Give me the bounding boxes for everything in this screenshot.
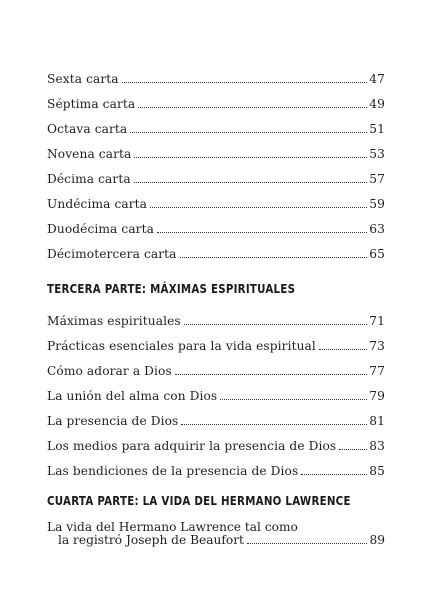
- toc-entry-title-line1: La vida del Hermano Lawrence tal como: [47, 520, 298, 534]
- toc-entry: [47, 243, 385, 261]
- toc-entry: [47, 193, 385, 211]
- toc-entry-title: Duodécima carta: [47, 222, 154, 236]
- toc-entry-page: 83: [369, 439, 385, 453]
- leader-dots: [150, 206, 367, 208]
- leader-dots: [122, 81, 368, 83]
- toc-entry-title: Sexta carta: [47, 72, 119, 86]
- toc-entry-page: 53: [369, 147, 385, 161]
- toc-entry-title: Séptima carta: [47, 97, 136, 111]
- toc-entry: [47, 118, 385, 136]
- leader-dots: [319, 348, 367, 350]
- toc-entry-page: 47: [369, 72, 385, 86]
- leader-dots: [247, 542, 368, 544]
- section-heading-tercera-parte: TERCERA PARTE: MÁXIMAS ESPIRITUALES: [47, 281, 296, 296]
- toc-entry: [47, 385, 385, 403]
- toc-entry-page: 51: [369, 122, 385, 136]
- toc-entry: [47, 335, 385, 353]
- toc-entry-page: 71: [369, 314, 385, 328]
- toc-entry: [47, 435, 385, 453]
- toc-entry-page: 73: [369, 339, 385, 353]
- toc-entry: [47, 460, 385, 478]
- toc-entry-page: 65: [369, 247, 385, 261]
- toc-entry-title: Las bendiciones de la presencia de Dios: [47, 464, 299, 478]
- toc-entry-page: 89: [369, 533, 385, 547]
- toc-entry-page: 85: [369, 464, 385, 478]
- leader-dots: [184, 323, 368, 325]
- toc-entry-title: Cómo adorar a Dios: [47, 364, 172, 378]
- leader-dots: [130, 131, 367, 133]
- leader-dots: [301, 473, 367, 475]
- toc-entry: [47, 68, 385, 86]
- leader-dots: [157, 231, 367, 233]
- leader-dots: [138, 106, 367, 108]
- leader-dots: [175, 373, 367, 375]
- toc-entry: [58, 529, 385, 547]
- leader-dots: [339, 448, 367, 450]
- toc-entry-page: 49: [369, 97, 385, 111]
- leader-dots: [220, 398, 367, 400]
- toc-entry-page: 59: [369, 197, 385, 211]
- toc-entry-title: Los medios para adquirir la presencia de Dios: [47, 439, 337, 453]
- toc-entry-title: Décima carta: [47, 172, 131, 186]
- toc-entry: [47, 168, 385, 186]
- toc-entry-title: Máximas espirituales: [47, 314, 181, 328]
- toc-entry-page: 79: [369, 389, 385, 403]
- leader-dots: [180, 256, 368, 258]
- leader-dots: [181, 423, 367, 425]
- leader-dots: [134, 156, 367, 158]
- toc-entry: [47, 360, 385, 378]
- toc-entry-title: La unión del alma con Dios: [47, 389, 218, 403]
- toc-entry-title: Décimotercera carta: [47, 247, 177, 261]
- toc-entry-page: 63: [369, 222, 385, 236]
- toc-entry-page: 81: [369, 414, 385, 428]
- leader-dots: [134, 181, 368, 183]
- toc-entry: [47, 410, 385, 428]
- toc-entry: [47, 143, 385, 161]
- section-heading-cuarta-parte: CUARTA PARTE: LA VIDA DEL HERMANO LAWRENCE: [47, 493, 351, 508]
- toc-entry: [47, 218, 385, 236]
- toc-entry-title-line2: la registró Joseph de Beaufort: [58, 533, 244, 547]
- toc-entry: [47, 310, 385, 328]
- toc-entry-page: 57: [369, 172, 385, 186]
- toc-entry: [47, 93, 385, 111]
- toc-entry-title: Prácticas esenciales para la vida espiritual: [47, 339, 316, 353]
- toc-entry-title: Octava carta: [47, 122, 128, 136]
- toc-entry-title: La presencia de Dios: [47, 414, 179, 428]
- toc-entry-title: Novena carta: [47, 147, 132, 161]
- toc-entry-title: Undécima carta: [47, 197, 148, 211]
- toc-entry-page: 77: [369, 364, 385, 378]
